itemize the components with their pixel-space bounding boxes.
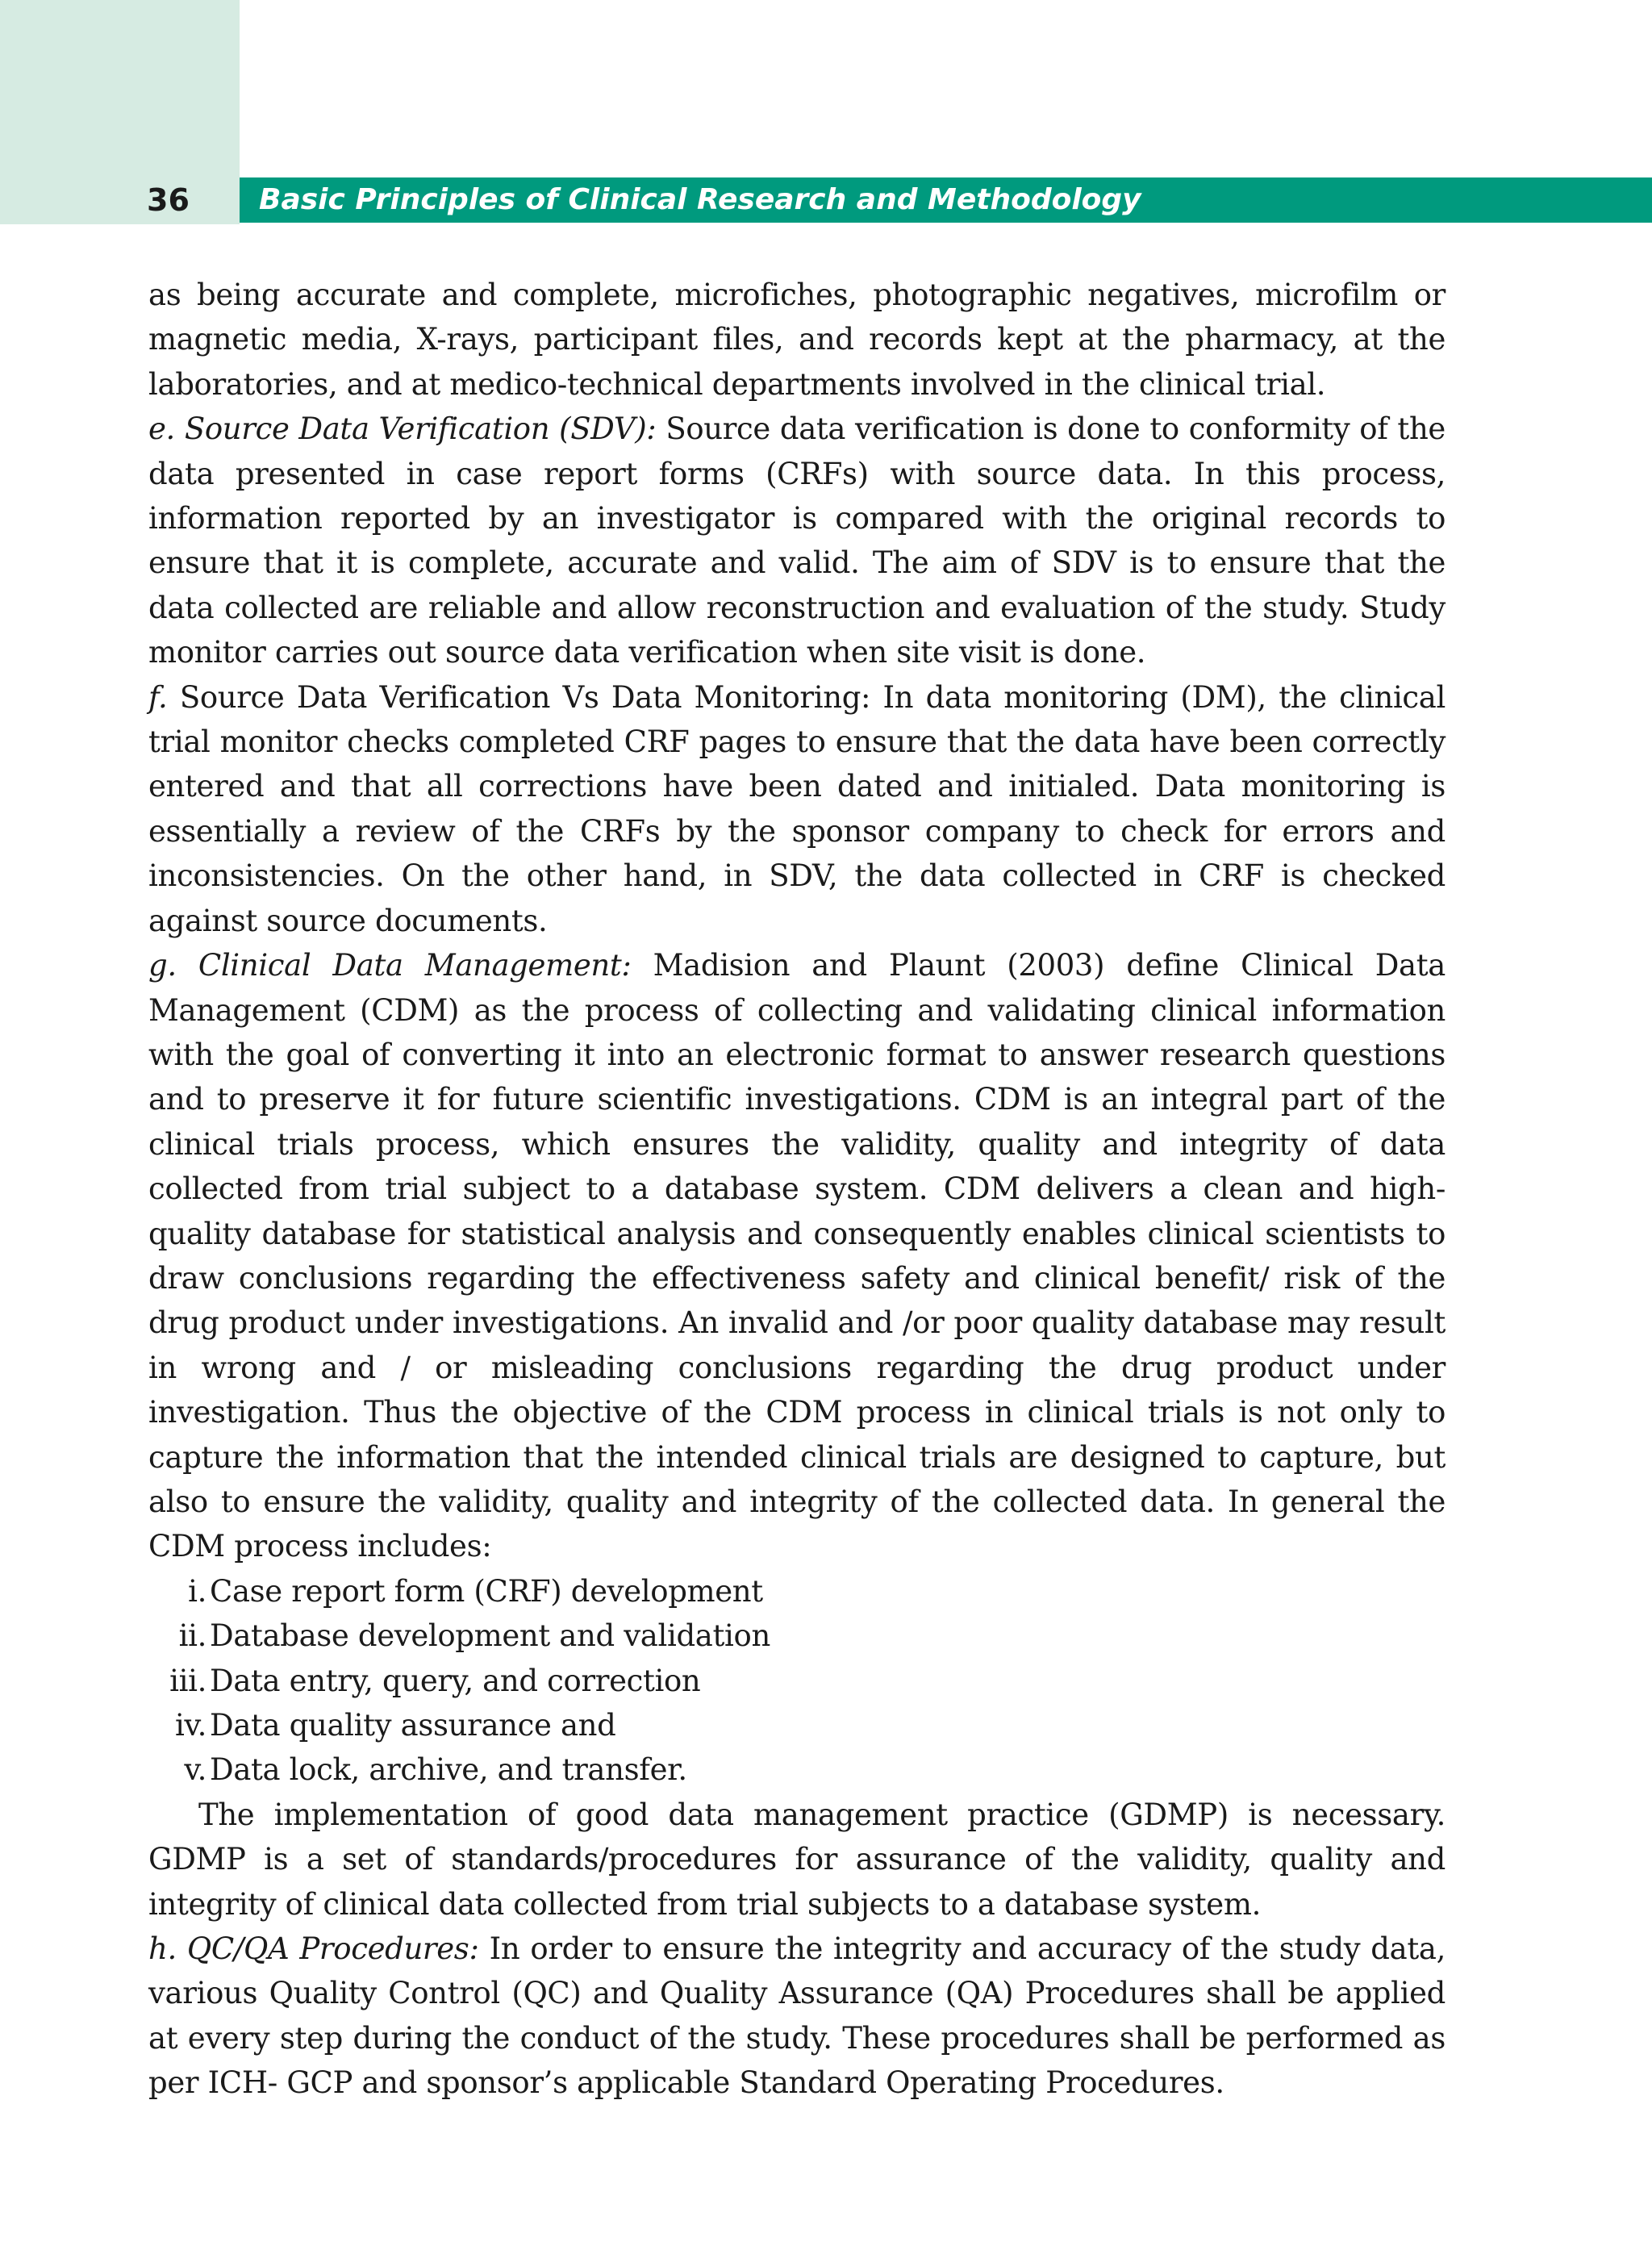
page-body <box>148 273 1446 2106</box>
section-e-sdv <box>148 407 1446 674</box>
list-item <box>148 1614 1446 1658</box>
list-item-number: iii. <box>169 1663 206 1698</box>
section-g-label: g. Clinical Data Management: <box>148 948 632 983</box>
list-item <box>148 1659 1446 1703</box>
book-title: Basic Principles of Clinical Research and Methodology <box>259 183 1141 216</box>
running-header <box>240 177 1652 223</box>
list-item-number: v. <box>184 1752 206 1788</box>
section-e-label: e. Source Data Verification (SDV): <box>148 411 657 447</box>
section-e-text: Source data verification is done to conformity of the data presented in case report forms (CRFs) with source data. In this process, information reported by an investigator is compared with the original records to ensure that it is complete, accurate and valid. The aim of SDV is to ensure that the data collected are reliable and allow reconstruction and evaluation of the study. Study monitor carries out source data verification when site visit is done. <box>148 411 1446 670</box>
intro-paragraph: as being accurate and complete, microfiches, photographic negatives, microfilm or magnetic media, X-rays, participant files, and records kept at the pharmacy, at the laboratories, and at medico-technical departments involved in the clinical trial. <box>148 278 1446 402</box>
section-f-text: Source Data Verification Vs Data Monitoring: In data monitoring (DM), the clinical trial monitor checks completed CRF pages to ensure that the data have been correctly entered and that all corrections have been dated and initialed. Data monitoring is essentially a review of the CRFs by the sponsor company to check for errors and inconsistencies. On the other hand, in SDV, the data collected in CRF is checked against source documents. <box>148 679 1446 938</box>
list-item-text: Data lock, archive, and transfer. <box>210 1752 687 1788</box>
section-f-sdv-vs-dm <box>148 675 1446 943</box>
list-item-text: Data quality assurance and <box>210 1708 616 1743</box>
list-item-number: i. <box>188 1573 206 1609</box>
section-g-cdm <box>148 943 1446 1569</box>
list-item <box>148 1569 1446 1614</box>
section-f-label: f. <box>148 679 168 715</box>
cdm-steps-list <box>148 1569 1446 1793</box>
list-item-text: Database development and validation <box>210 1618 770 1654</box>
list-item-number: ii. <box>178 1618 206 1654</box>
section-h-qc-qa <box>148 1927 1446 2106</box>
list-item-text: Data entry, query, and correction <box>210 1663 701 1698</box>
gdmp-paragraph: The implementation of good data management practice (GDMP) is necessary. GDMP is a set of standards/procedures for assurance of the validity, quality and integrity of clinical data collected from trial subjects to a database system. <box>148 1797 1446 1922</box>
page-number: 36 <box>147 182 190 218</box>
section-g-text: Madision and Plaunt (2003) define Clinical Data Management (CDM) as the process of collecting and validating clinical information with the goal of converting it into an electronic format to answer research questions and to preserve it for future scientific investigations. CDM is an integral part of the clinical trials process, which ensures the validity, quality and integrity of data collected from trial subject to a database system. CDM delivers a clean and high-quality database for statistical analysis and consequently enables clinical scientists to draw conclusions regarding the effectiveness safety and clinical benefit/ risk of the drug product under investigations. An invalid and /or poor quality database may result in wrong and / or misleading conclusions regarding the drug product under investigation. Thus the objective of the CDM process in clinical trials is not only to capture the information that the intended clinical trials are designed to capture, but also to ensure the validity, quality and integrity of the collected data. In general the CDM process includes: <box>148 948 1446 1564</box>
list-item <box>148 1747 1446 1792</box>
section-h-label: h. QC/QA Procedures: <box>148 1931 479 1967</box>
list-item-text: Case report form (CRF) development <box>210 1573 763 1609</box>
list-item <box>148 1703 1446 1747</box>
section-h-text: In order to ensure the integrity and accuracy of the study data, various Quality Control (QC) and Quality Assurance (QA) Procedures shall be applied at every step during the conduct of the study. These procedures shall be performed as per ICH- GCP and sponsor’s applicable Standard Operating Procedures. <box>148 1931 1446 2101</box>
list-item-number: iv. <box>174 1708 206 1743</box>
